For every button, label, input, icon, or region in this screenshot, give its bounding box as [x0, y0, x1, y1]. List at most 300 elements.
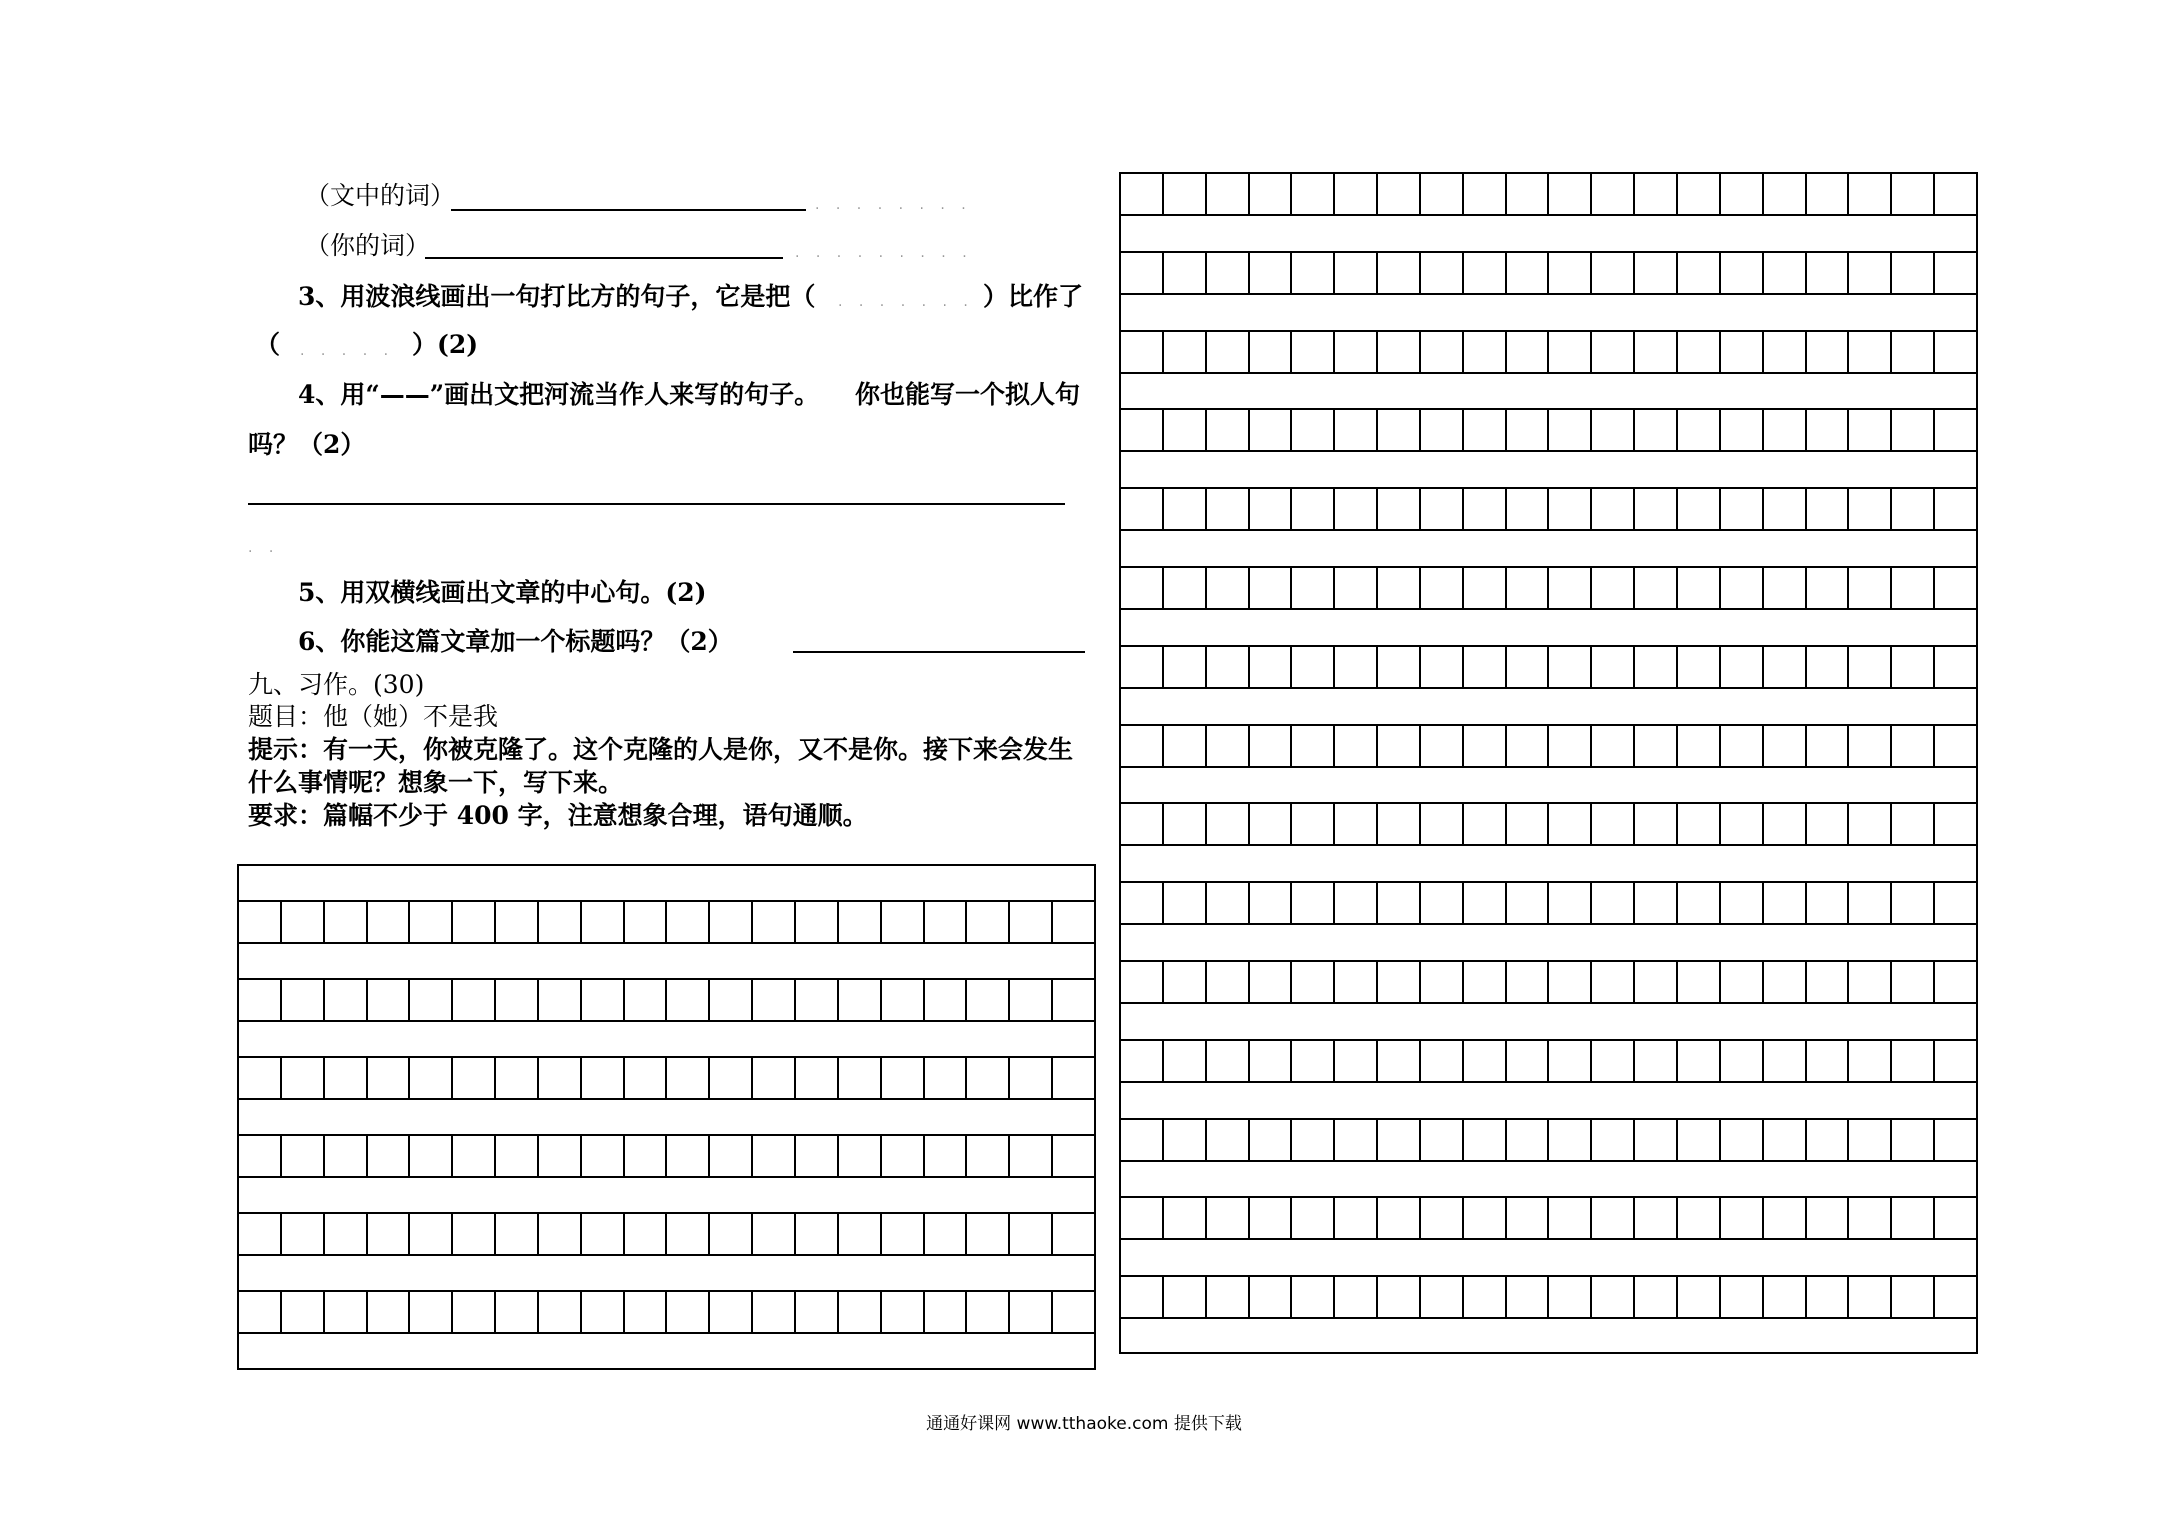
grid-cell[interactable]	[282, 1058, 325, 1098]
grid-cell[interactable]	[625, 1136, 668, 1176]
grid-cell[interactable]	[625, 902, 668, 942]
grid-cell[interactable]	[1164, 1198, 1207, 1238]
grid-cell[interactable]	[1592, 410, 1635, 450]
grid-cell[interactable]	[1549, 726, 1592, 766]
grid-cell[interactable]	[1721, 174, 1764, 214]
grid-cell[interactable]	[496, 1136, 539, 1176]
grid-cell[interactable]	[1053, 1058, 1094, 1098]
grid-cell[interactable]	[1849, 1120, 1892, 1160]
grid-cell[interactable]	[1892, 1041, 1935, 1081]
grid-cell[interactable]	[1507, 174, 1550, 214]
grid-row[interactable]	[1121, 172, 1976, 216]
grid-cell[interactable]	[582, 980, 625, 1020]
grid-cell[interactable]	[368, 980, 411, 1020]
writing-grid-right[interactable]	[1119, 172, 1978, 1354]
grid-cell[interactable]	[1849, 1041, 1892, 1081]
grid-cell[interactable]	[453, 1058, 496, 1098]
grid-cell[interactable]	[1849, 962, 1892, 1002]
grid-cell[interactable]	[1507, 962, 1550, 1002]
grid-cell[interactable]	[453, 902, 496, 942]
grid-cell[interactable]	[1592, 253, 1635, 293]
grid-cell[interactable]	[667, 1058, 710, 1098]
grid-cell[interactable]	[582, 1292, 625, 1332]
grid-cell[interactable]	[667, 1136, 710, 1176]
grid-cell[interactable]	[1549, 568, 1592, 608]
grid-cell[interactable]	[325, 1058, 368, 1098]
grid-cell[interactable]	[1207, 410, 1250, 450]
grid-cell[interactable]	[925, 1058, 968, 1098]
grid-cell[interactable]	[1250, 1277, 1293, 1317]
grid-cell[interactable]	[539, 1292, 582, 1332]
grid-row[interactable]	[239, 1290, 1094, 1334]
grid-cell[interactable]	[1292, 568, 1335, 608]
grid-cell[interactable]	[710, 980, 753, 1020]
grid-cell[interactable]	[1121, 1041, 1164, 1081]
grid-cell[interactable]	[1464, 726, 1507, 766]
grid-cell[interactable]	[1635, 174, 1678, 214]
grid-cell[interactable]	[1010, 1292, 1053, 1332]
grid-cell[interactable]	[453, 980, 496, 1020]
grid-cell[interactable]	[1764, 174, 1807, 214]
grid-cell[interactable]	[368, 1214, 411, 1254]
grid-cell[interactable]	[1507, 253, 1550, 293]
grid-cell[interactable]	[1807, 1198, 1850, 1238]
grid-row[interactable]	[1121, 1039, 1976, 1083]
grid-cell[interactable]	[539, 1058, 582, 1098]
grid-cell[interactable]	[1935, 1198, 1976, 1238]
grid-cell[interactable]	[1378, 332, 1421, 372]
grid-cell[interactable]	[1764, 253, 1807, 293]
grid-cell[interactable]	[710, 1214, 753, 1254]
grid-cell[interactable]	[1335, 1041, 1378, 1081]
grid-cell[interactable]	[1807, 962, 1850, 1002]
grid-cell[interactable]	[1464, 332, 1507, 372]
grid-cell[interactable]	[1892, 804, 1935, 844]
grid-cell[interactable]	[1549, 647, 1592, 687]
grid-cell[interactable]	[1892, 1277, 1935, 1317]
grid-cell[interactable]	[1292, 1120, 1335, 1160]
grid-cell[interactable]	[1010, 1214, 1053, 1254]
grid-cell[interactable]	[1421, 568, 1464, 608]
grid-cell[interactable]	[1549, 1120, 1592, 1160]
grid-cell[interactable]	[1592, 332, 1635, 372]
grid-cell[interactable]	[967, 1214, 1010, 1254]
grid-cell[interactable]	[1764, 804, 1807, 844]
grid-cell[interactable]	[1635, 1120, 1678, 1160]
grid-cell[interactable]	[1207, 332, 1250, 372]
grid-cell[interactable]	[839, 1058, 882, 1098]
grid-cell[interactable]	[1935, 174, 1976, 214]
grid-cell[interactable]	[1592, 174, 1635, 214]
grid-cell[interactable]	[710, 1058, 753, 1098]
grid-cell[interactable]	[1164, 568, 1207, 608]
grid-cell[interactable]	[1721, 253, 1764, 293]
grid-cell[interactable]	[1164, 332, 1207, 372]
grid-cell[interactable]	[1421, 174, 1464, 214]
grid-cell[interactable]	[1378, 962, 1421, 1002]
grid-cell[interactable]	[1464, 1120, 1507, 1160]
grid-cell[interactable]	[1678, 726, 1721, 766]
grid-cell[interactable]	[1464, 962, 1507, 1002]
grid-cell[interactable]	[796, 1136, 839, 1176]
grid-cell[interactable]	[1549, 174, 1592, 214]
grid-cell[interactable]	[539, 902, 582, 942]
grid-cell[interactable]	[368, 902, 411, 942]
grid-cell[interactable]	[325, 980, 368, 1020]
grid-cell[interactable]	[239, 1214, 282, 1254]
grid-cell[interactable]	[282, 980, 325, 1020]
grid-cell[interactable]	[1849, 1277, 1892, 1317]
grid-cell[interactable]	[1292, 1041, 1335, 1081]
grid-cell[interactable]	[1764, 568, 1807, 608]
grid-cell[interactable]	[1121, 253, 1164, 293]
grid-cell[interactable]	[1721, 332, 1764, 372]
grid-cell[interactable]	[1292, 174, 1335, 214]
grid-cell[interactable]	[239, 1292, 282, 1332]
grid-cell[interactable]	[1121, 647, 1164, 687]
grid-cell[interactable]	[1935, 410, 1976, 450]
grid-cell[interactable]	[667, 980, 710, 1020]
grid-cell[interactable]	[1635, 804, 1678, 844]
grid-cell[interactable]	[1849, 647, 1892, 687]
grid-cell[interactable]	[1292, 883, 1335, 923]
grid-cell[interactable]	[1592, 1277, 1635, 1317]
grid-cell[interactable]	[1549, 1041, 1592, 1081]
grid-cell[interactable]	[925, 1292, 968, 1332]
grid-row[interactable]	[1121, 408, 1976, 452]
grid-cell[interactable]	[1421, 332, 1464, 372]
grid-cell[interactable]	[1335, 1120, 1378, 1160]
grid-cell[interactable]	[1010, 980, 1053, 1020]
grid-cell[interactable]	[1549, 410, 1592, 450]
grid-cell[interactable]	[1121, 568, 1164, 608]
grid-cell[interactable]	[1378, 647, 1421, 687]
grid-cell[interactable]	[1549, 1277, 1592, 1317]
grid-cell[interactable]	[1935, 726, 1976, 766]
grid-cell[interactable]	[1678, 174, 1721, 214]
grid-cell[interactable]	[496, 1058, 539, 1098]
grid-cell[interactable]	[1121, 410, 1164, 450]
grid-cell[interactable]	[1464, 1041, 1507, 1081]
grid-cell[interactable]	[1807, 253, 1850, 293]
grid-cell[interactable]	[1892, 647, 1935, 687]
grid-cell[interactable]	[1592, 568, 1635, 608]
grid-cell[interactable]	[1635, 332, 1678, 372]
grid-cell[interactable]	[1292, 489, 1335, 529]
grid-cell[interactable]	[1250, 1198, 1293, 1238]
grid-cell[interactable]	[1207, 883, 1250, 923]
grid-cell[interactable]	[410, 902, 453, 942]
grid-cell[interactable]	[1764, 726, 1807, 766]
grid-cell[interactable]	[1764, 1041, 1807, 1081]
grid-cell[interactable]	[1935, 647, 1976, 687]
grid-cell[interactable]	[1635, 253, 1678, 293]
grid-cell[interactable]	[1721, 647, 1764, 687]
grid-cell[interactable]	[1849, 804, 1892, 844]
grid-cell[interactable]	[1807, 489, 1850, 529]
grid-row[interactable]	[1121, 724, 1976, 768]
grid-cell[interactable]	[1207, 568, 1250, 608]
grid-cell[interactable]	[1335, 1277, 1378, 1317]
grid-cell[interactable]	[1764, 1120, 1807, 1160]
grid-cell[interactable]	[1764, 883, 1807, 923]
grid-cell[interactable]	[1121, 804, 1164, 844]
grid-cell[interactable]	[1849, 726, 1892, 766]
grid-cell[interactable]	[1250, 883, 1293, 923]
grid-cell[interactable]	[1721, 1120, 1764, 1160]
grid-cell[interactable]	[325, 1136, 368, 1176]
grid-cell[interactable]	[1292, 332, 1335, 372]
q3-blank-a[interactable]: . . . . . . .	[838, 294, 974, 310]
grid-cell[interactable]	[582, 1058, 625, 1098]
grid-cell[interactable]	[1421, 1120, 1464, 1160]
grid-cell[interactable]	[325, 1214, 368, 1254]
grid-cell[interactable]	[1121, 726, 1164, 766]
grid-cell[interactable]	[1935, 332, 1976, 372]
grid-cell[interactable]	[1807, 174, 1850, 214]
grid-cell[interactable]	[1592, 1120, 1635, 1160]
grid-cell[interactable]	[1464, 568, 1507, 608]
grid-cell[interactable]	[1635, 568, 1678, 608]
grid-cell[interactable]	[1507, 1198, 1550, 1238]
grid-cell[interactable]	[239, 980, 282, 1020]
grid-cell[interactable]	[1892, 489, 1935, 529]
grid-cell[interactable]	[1335, 332, 1378, 372]
grid-cell[interactable]	[1164, 1120, 1207, 1160]
grid-cell[interactable]	[1335, 804, 1378, 844]
grid-cell[interactable]	[1207, 253, 1250, 293]
grid-cell[interactable]	[1207, 1041, 1250, 1081]
grid-cell[interactable]	[282, 1214, 325, 1254]
grid-cell[interactable]	[1121, 883, 1164, 923]
grid-cell[interactable]	[1421, 1041, 1464, 1081]
grid-cell[interactable]	[239, 1058, 282, 1098]
grid-cell[interactable]	[1635, 962, 1678, 1002]
grid-cell[interactable]	[1935, 1041, 1976, 1081]
grid-cell[interactable]	[1335, 647, 1378, 687]
grid-cell[interactable]	[1764, 962, 1807, 1002]
grid-cell[interactable]	[1207, 1277, 1250, 1317]
grid-cell[interactable]	[1464, 174, 1507, 214]
grid-cell[interactable]	[1207, 726, 1250, 766]
grid-cell[interactable]	[1849, 1198, 1892, 1238]
grid-cell[interactable]	[1421, 726, 1464, 766]
grid-cell[interactable]	[1164, 804, 1207, 844]
grid-row[interactable]	[239, 1212, 1094, 1256]
grid-cell[interactable]	[1464, 253, 1507, 293]
grid-cell[interactable]	[1721, 1277, 1764, 1317]
grid-cell[interactable]	[1421, 1277, 1464, 1317]
grid-cell[interactable]	[753, 1058, 796, 1098]
grid-cell[interactable]	[1507, 489, 1550, 529]
grid-cell[interactable]	[410, 1292, 453, 1332]
grid-cell[interactable]	[796, 1292, 839, 1332]
grid-cell[interactable]	[1592, 726, 1635, 766]
grid-cell[interactable]	[539, 1214, 582, 1254]
grid-cell[interactable]	[1121, 1120, 1164, 1160]
grid-cell[interactable]	[839, 980, 882, 1020]
grid-cell[interactable]	[1678, 489, 1721, 529]
grid-cell[interactable]	[1121, 174, 1164, 214]
grid-cell[interactable]	[1053, 1292, 1094, 1332]
grid-cell[interactable]	[710, 1292, 753, 1332]
grid-cell[interactable]	[1807, 647, 1850, 687]
grid-cell[interactable]	[1250, 174, 1293, 214]
grid-cell[interactable]	[1010, 902, 1053, 942]
grid-cell[interactable]	[1378, 174, 1421, 214]
grid-cell[interactable]	[1807, 332, 1850, 372]
grid-cell[interactable]	[1053, 1136, 1094, 1176]
grid-cell[interactable]	[1935, 962, 1976, 1002]
grid-cell[interactable]	[1678, 1120, 1721, 1160]
grid-cell[interactable]	[753, 1136, 796, 1176]
q2-your-word-answer-line[interactable]	[425, 257, 783, 259]
grid-cell[interactable]	[1892, 332, 1935, 372]
grid-cell[interactable]	[1507, 568, 1550, 608]
grid-cell[interactable]	[1250, 1120, 1293, 1160]
grid-cell[interactable]	[1507, 647, 1550, 687]
grid-cell[interactable]	[967, 1292, 1010, 1332]
grid-cell[interactable]	[539, 980, 582, 1020]
grid-cell[interactable]	[1464, 1198, 1507, 1238]
grid-cell[interactable]	[967, 1136, 1010, 1176]
grid-cell[interactable]	[1892, 174, 1935, 214]
grid-cell[interactable]	[1010, 1136, 1053, 1176]
grid-cell[interactable]	[1678, 410, 1721, 450]
grid-cell[interactable]	[1464, 804, 1507, 844]
grid-cell[interactable]	[1721, 1041, 1764, 1081]
grid-cell[interactable]	[496, 1292, 539, 1332]
grid-cell[interactable]	[796, 1214, 839, 1254]
grid-cell[interactable]	[1678, 962, 1721, 1002]
grid-cell[interactable]	[1764, 647, 1807, 687]
grid-cell[interactable]	[1292, 1198, 1335, 1238]
grid-cell[interactable]	[496, 980, 539, 1020]
grid-cell[interactable]	[496, 902, 539, 942]
grid-cell[interactable]	[1250, 804, 1293, 844]
grid-cell[interactable]	[539, 1136, 582, 1176]
grid-cell[interactable]	[1807, 1041, 1850, 1081]
q6-answer-line[interactable]	[793, 651, 1085, 653]
grid-cell[interactable]	[882, 980, 925, 1020]
grid-cell[interactable]	[925, 1136, 968, 1176]
grid-cell[interactable]	[925, 980, 968, 1020]
grid-cell[interactable]	[1421, 883, 1464, 923]
grid-cell[interactable]	[1807, 804, 1850, 844]
grid-cell[interactable]	[453, 1292, 496, 1332]
grid-cell[interactable]	[1764, 1277, 1807, 1317]
grid-cell[interactable]	[1250, 410, 1293, 450]
grid-cell[interactable]	[1207, 647, 1250, 687]
grid-cell[interactable]	[282, 1292, 325, 1332]
grid-cell[interactable]	[1121, 332, 1164, 372]
grid-cell[interactable]	[1635, 1277, 1678, 1317]
grid-cell[interactable]	[1678, 1198, 1721, 1238]
grid-cell[interactable]	[1335, 1198, 1378, 1238]
grid-cell[interactable]	[368, 1292, 411, 1332]
grid-cell[interactable]	[1592, 489, 1635, 529]
grid-cell[interactable]	[1053, 1214, 1094, 1254]
grid-cell[interactable]	[1292, 1277, 1335, 1317]
grid-cell[interactable]	[325, 902, 368, 942]
grid-cell[interactable]	[1164, 489, 1207, 529]
grid-cell[interactable]	[1335, 410, 1378, 450]
grid-cell[interactable]	[1164, 174, 1207, 214]
grid-cell[interactable]	[1549, 489, 1592, 529]
grid-cell[interactable]	[753, 980, 796, 1020]
grid-cell[interactable]	[1849, 253, 1892, 293]
grid-cell[interactable]	[1764, 1198, 1807, 1238]
grid-cell[interactable]	[410, 1136, 453, 1176]
grid-cell[interactable]	[1849, 410, 1892, 450]
grid-cell[interactable]	[1164, 1041, 1207, 1081]
grid-cell[interactable]	[796, 980, 839, 1020]
grid-cell[interactable]	[1207, 962, 1250, 1002]
grid-cell[interactable]	[753, 902, 796, 942]
grid-cell[interactable]	[1053, 980, 1094, 1020]
grid-row[interactable]	[1121, 1275, 1976, 1319]
grid-cell[interactable]	[582, 902, 625, 942]
grid-cell[interactable]	[1807, 883, 1850, 923]
grid-cell[interactable]	[1010, 1058, 1053, 1098]
grid-cell[interactable]	[1292, 253, 1335, 293]
grid-cell[interactable]	[1464, 1277, 1507, 1317]
grid-cell[interactable]	[1053, 902, 1094, 942]
grid-cell[interactable]	[1592, 962, 1635, 1002]
grid-cell[interactable]	[1807, 568, 1850, 608]
grid-cell[interactable]	[1378, 1198, 1421, 1238]
grid-cell[interactable]	[1592, 804, 1635, 844]
grid-cell[interactable]	[1935, 489, 1976, 529]
grid-cell[interactable]	[1464, 410, 1507, 450]
grid-cell[interactable]	[1549, 332, 1592, 372]
grid-cell[interactable]	[1678, 883, 1721, 923]
grid-row[interactable]	[1121, 1118, 1976, 1162]
grid-cell[interactable]	[839, 1214, 882, 1254]
grid-cell[interactable]	[882, 1136, 925, 1176]
grid-cell[interactable]	[1207, 1120, 1250, 1160]
grid-cell[interactable]	[325, 1292, 368, 1332]
grid-cell[interactable]	[1507, 1120, 1550, 1160]
grid-row[interactable]	[1121, 487, 1976, 531]
grid-cell[interactable]	[1892, 568, 1935, 608]
grid-cell[interactable]	[1464, 647, 1507, 687]
grid-cell[interactable]	[1207, 1198, 1250, 1238]
grid-row[interactable]	[1121, 802, 1976, 846]
grid-cell[interactable]	[1549, 253, 1592, 293]
grid-cell[interactable]	[1421, 962, 1464, 1002]
grid-cell[interactable]	[1378, 726, 1421, 766]
grid-cell[interactable]	[1207, 489, 1250, 529]
grid-cell[interactable]	[1292, 962, 1335, 1002]
grid-cell[interactable]	[1507, 726, 1550, 766]
grid-cell[interactable]	[1592, 1041, 1635, 1081]
grid-cell[interactable]	[1378, 489, 1421, 529]
grid-cell[interactable]	[1635, 647, 1678, 687]
grid-cell[interactable]	[410, 1058, 453, 1098]
grid-cell[interactable]	[753, 1292, 796, 1332]
grid-cell[interactable]	[1250, 962, 1293, 1002]
grid-cell[interactable]	[282, 1136, 325, 1176]
grid-cell[interactable]	[1849, 883, 1892, 923]
grid-cell[interactable]	[839, 1292, 882, 1332]
grid-cell[interactable]	[1935, 1120, 1976, 1160]
grid-cell[interactable]	[839, 1136, 882, 1176]
grid-cell[interactable]	[967, 1058, 1010, 1098]
grid-cell[interactable]	[882, 1292, 925, 1332]
grid-cell[interactable]	[1807, 726, 1850, 766]
grid-cell[interactable]	[1250, 253, 1293, 293]
